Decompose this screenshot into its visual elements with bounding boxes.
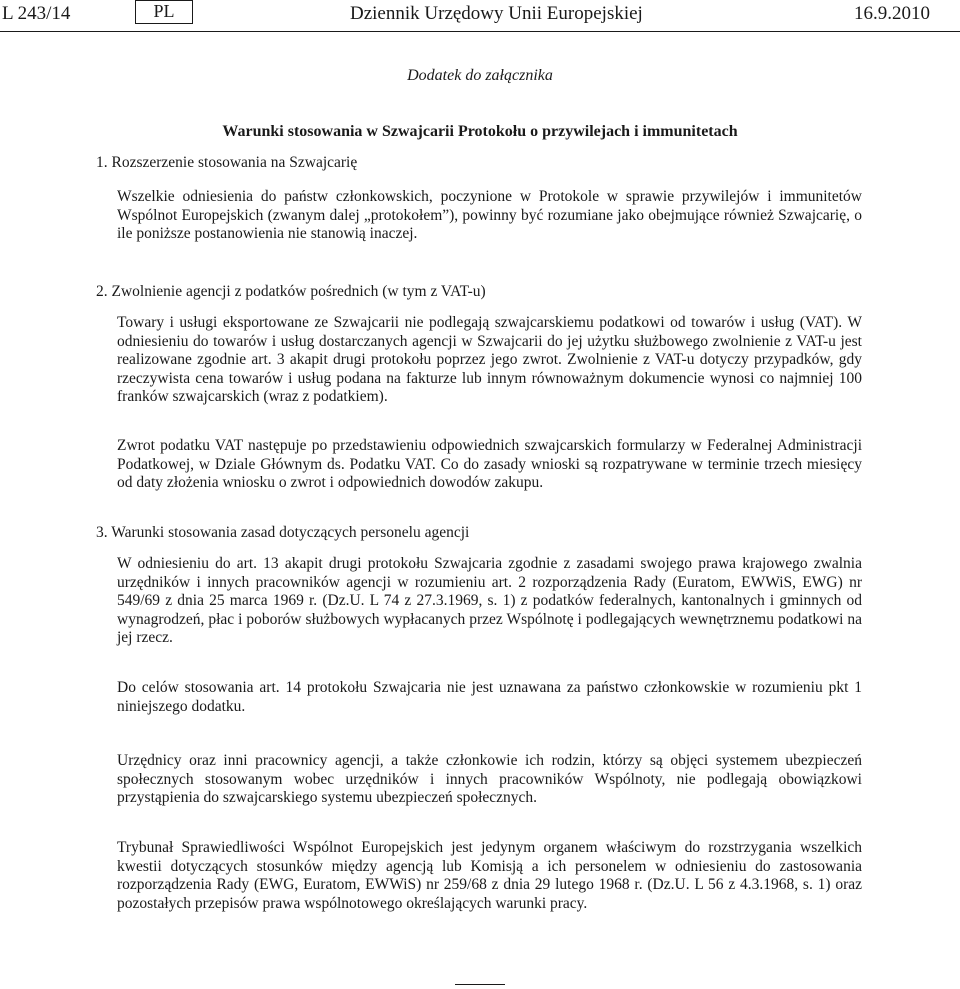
section-3-heading: 3. Warunki stosowania zasad dotyczących personelu agencji xyxy=(96,524,470,541)
footnote-divider xyxy=(455,984,505,985)
annex-heading: Dodatek do załącznika xyxy=(407,67,553,84)
header-divider xyxy=(0,31,960,32)
page-reference: L 243/14 xyxy=(2,3,71,24)
section-3-paragraph-4: Trybunał Sprawiedliwości Wspólnot Europejskich jest jedynym organem właściwym do rozstrzygania wszelkich kwestii dotyczących stosunków między agencją lub Komisją a ich personelem w odniesieniu do zastosowania rozporządzenia Rady (EWG, Euratom, EWWiS) nr 259/68 z dnia 29 lutego 1968 r. (Dz.U. L 56 z 4.3.1968, s. 1) oraz pozostałych przepisów prawa wspólnotowego określających warunki pracy. xyxy=(117,839,862,912)
section-1-paragraph-1: Wszelkie odniesienia do państw członkowskich, poczynione w Protokole w sprawie przywilejów i immunitetów Wspólnot Europejskich (zwanym dalej „protokołem”), powinny być rozumiane jako obejmujące również Szwajcarię, o ile poniższe postanowienia nie stanowią inaczej. xyxy=(117,188,862,242)
section-1-heading: 1. Rozszerzenie stosowania na Szwajcarię xyxy=(96,154,358,171)
section-2-heading: 2. Zwolnienie agencji z podatków pośrednich (w tym z VAT-u) xyxy=(96,283,486,300)
language-badge: PL xyxy=(135,0,193,24)
publication-date: 16.9.2010 xyxy=(854,3,930,24)
page-header xyxy=(0,0,960,32)
journal-title: Dziennik Urzędowy Unii Europejskiej xyxy=(350,3,643,24)
section-2-paragraph-1: Towary i usługi eksportowane ze Szwajcarii nie podlegają szwajcarskiemu podatkowi od towarów i usług (VAT). W odniesieniu do towarów i usług dostarczanych agencji w Szwajcarii do jej użytku służbowego zwolnienie z VAT-u jest realizowane zgodnie art. 3 akapit drugi protokołu poprzez jego zwrot. Zwolnienie z VAT-u dotyczy przypadków, gdy rzeczywista cena towarów i usług podana na fakturze lub innym równoważnym dokumencie wynosi co najmniej 100 franków szwajcarskich (wraz z podatkiem). xyxy=(117,314,862,405)
annex-subtitle: Warunki stosowania w Szwajcarii Protokołu o przywilejach i immunitetach xyxy=(222,123,738,140)
section-3-paragraph-2: Do celów stosowania art. 14 protokołu Szwajcaria nie jest uznawana za państwo członkowskie w rozumieniu pkt 1 niniejszego dodatku. xyxy=(117,679,862,715)
section-3-paragraph-1: W odniesieniu do art. 13 akapit drugi protokołu Szwajcaria zgodnie z zasadami swojego prawa krajowego zwalnia urzędników i innych pracowników agencji w rozumieniu art. 2 rozporządzenia Rady (Euratom, EWWiS, EWG) nr 549/69 z dnia 25 marca 1969 r. (Dz.U. L 74 z 27.3.1969, s. 1) z podatków federalnych, kantonalnych i gminnych od wynagrodzeń, płac i poborów służbowych wypłacanych przez Wspólnotę i podlegających wewnętrznemu podatkowi na jej rzecz. xyxy=(117,555,862,646)
section-3-paragraph-3: Urzędnicy oraz inni pracownicy agencji, a także członkowie ich rodzin, którzy są objęci systemem ubezpieczeń społecznych stosowanym wobec urzędników i innych pracowników Wspólnoty, nie podlegają obowiązkowi przystąpienia do szwajcarskiego systemu ubezpieczeń społecznych. xyxy=(117,752,862,806)
section-2-paragraph-2: Zwrot podatku VAT następuje po przedstawieniu odpowiednich szwajcarskich formularzy w Federalnej Administracji Podatkowej, w Dziale Głównym ds. Podatku VAT. Co do zasady wnioski są rozpatrywane w terminie trzech miesięcy od daty złożenia wniosku o zwrot i odpowiednich dowodów zakupu. xyxy=(117,437,862,491)
